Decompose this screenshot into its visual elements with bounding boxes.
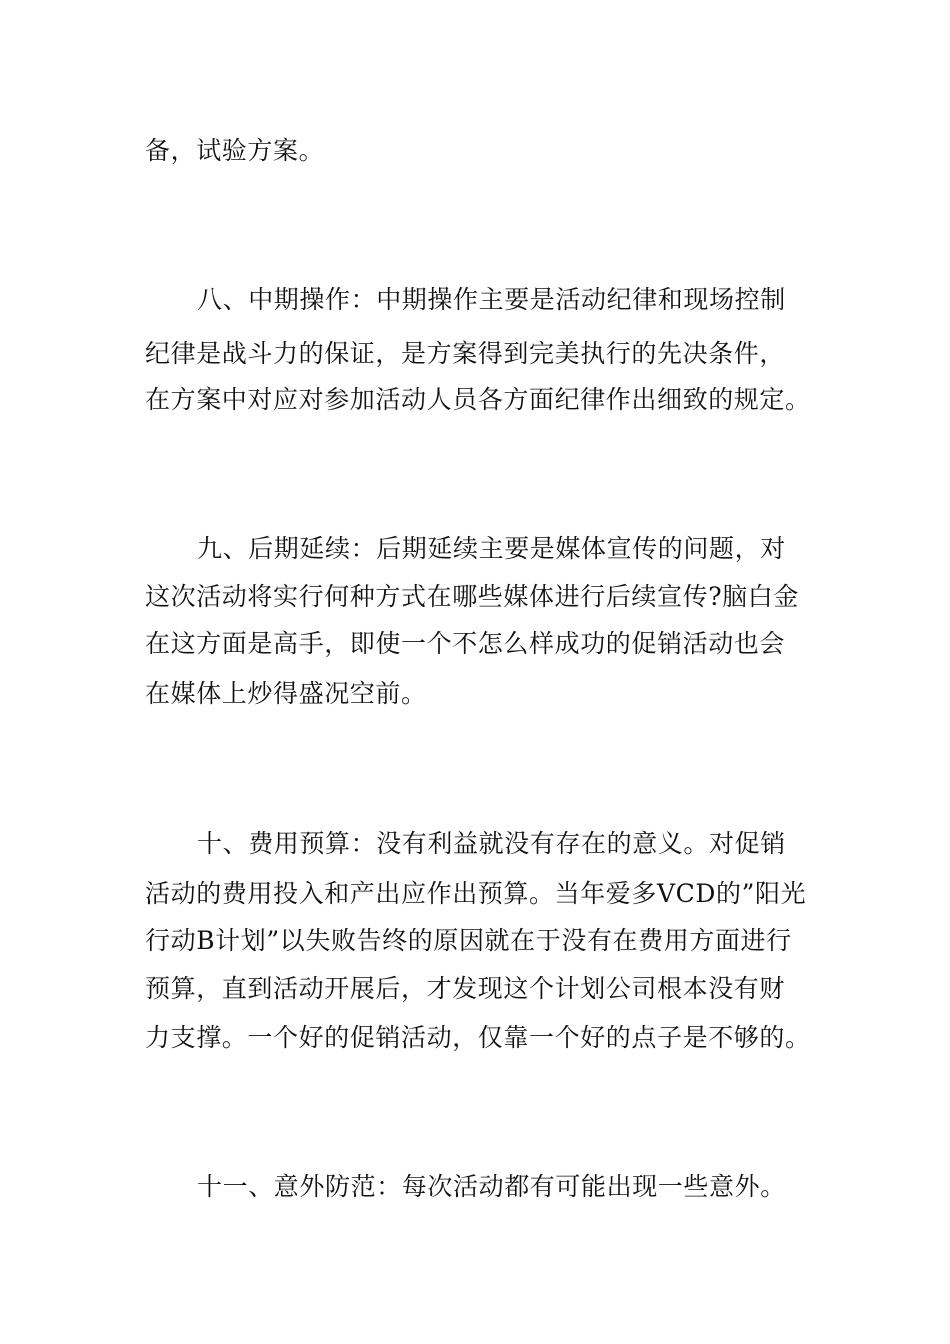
paragraph-continuation-line-1: 备，试验方案。 bbox=[145, 136, 325, 165]
section-10-line-1: 十、费用预算：没有利益就没有存在的意义。对促销 bbox=[197, 829, 786, 858]
section-8-line-1: 八、中期操作：中期操作主要是活动纪律和现场控制 bbox=[197, 285, 786, 314]
section-10-line-3: 行动B计划”以失败告终的原因就在于没有在费用方面进行 bbox=[145, 926, 792, 955]
section-9-line-2: 这次活动将实行何种方式在哪些媒体进行后续宣传?脑白金 bbox=[145, 582, 800, 611]
section-8-line-2: 纪律是战斗力的保证，是方案得到完美执行的先决条件， bbox=[145, 339, 786, 368]
section-11-line-1: 十一、意外防范：每次活动都有可能出现一些意外。 bbox=[197, 1172, 786, 1201]
section-9-line-3: 在这方面是高手，即使一个不怎么样成功的促销活动也会 bbox=[145, 629, 786, 658]
section-9-line-4: 在媒体上炒得盛况空前。 bbox=[145, 679, 427, 708]
section-9-line-1: 九、后期延续：后期延续主要是媒体宣传的问题，对 bbox=[197, 534, 786, 563]
section-10-line-2: 活动的费用投入和产出应作出预算。当年爱多VCD的”阳光 bbox=[145, 879, 807, 908]
section-10-line-5: 力支撑。一个好的促销活动，仅靠一个好的点子是不够的。 bbox=[145, 1023, 811, 1052]
section-8-line-3: 在方案中对应对参加活动人员各方面纪律作出细致的规定。 bbox=[145, 385, 811, 414]
section-10-line-4: 预算，直到活动开展后，才发现这个计划公司根本没有财 bbox=[145, 974, 786, 1003]
